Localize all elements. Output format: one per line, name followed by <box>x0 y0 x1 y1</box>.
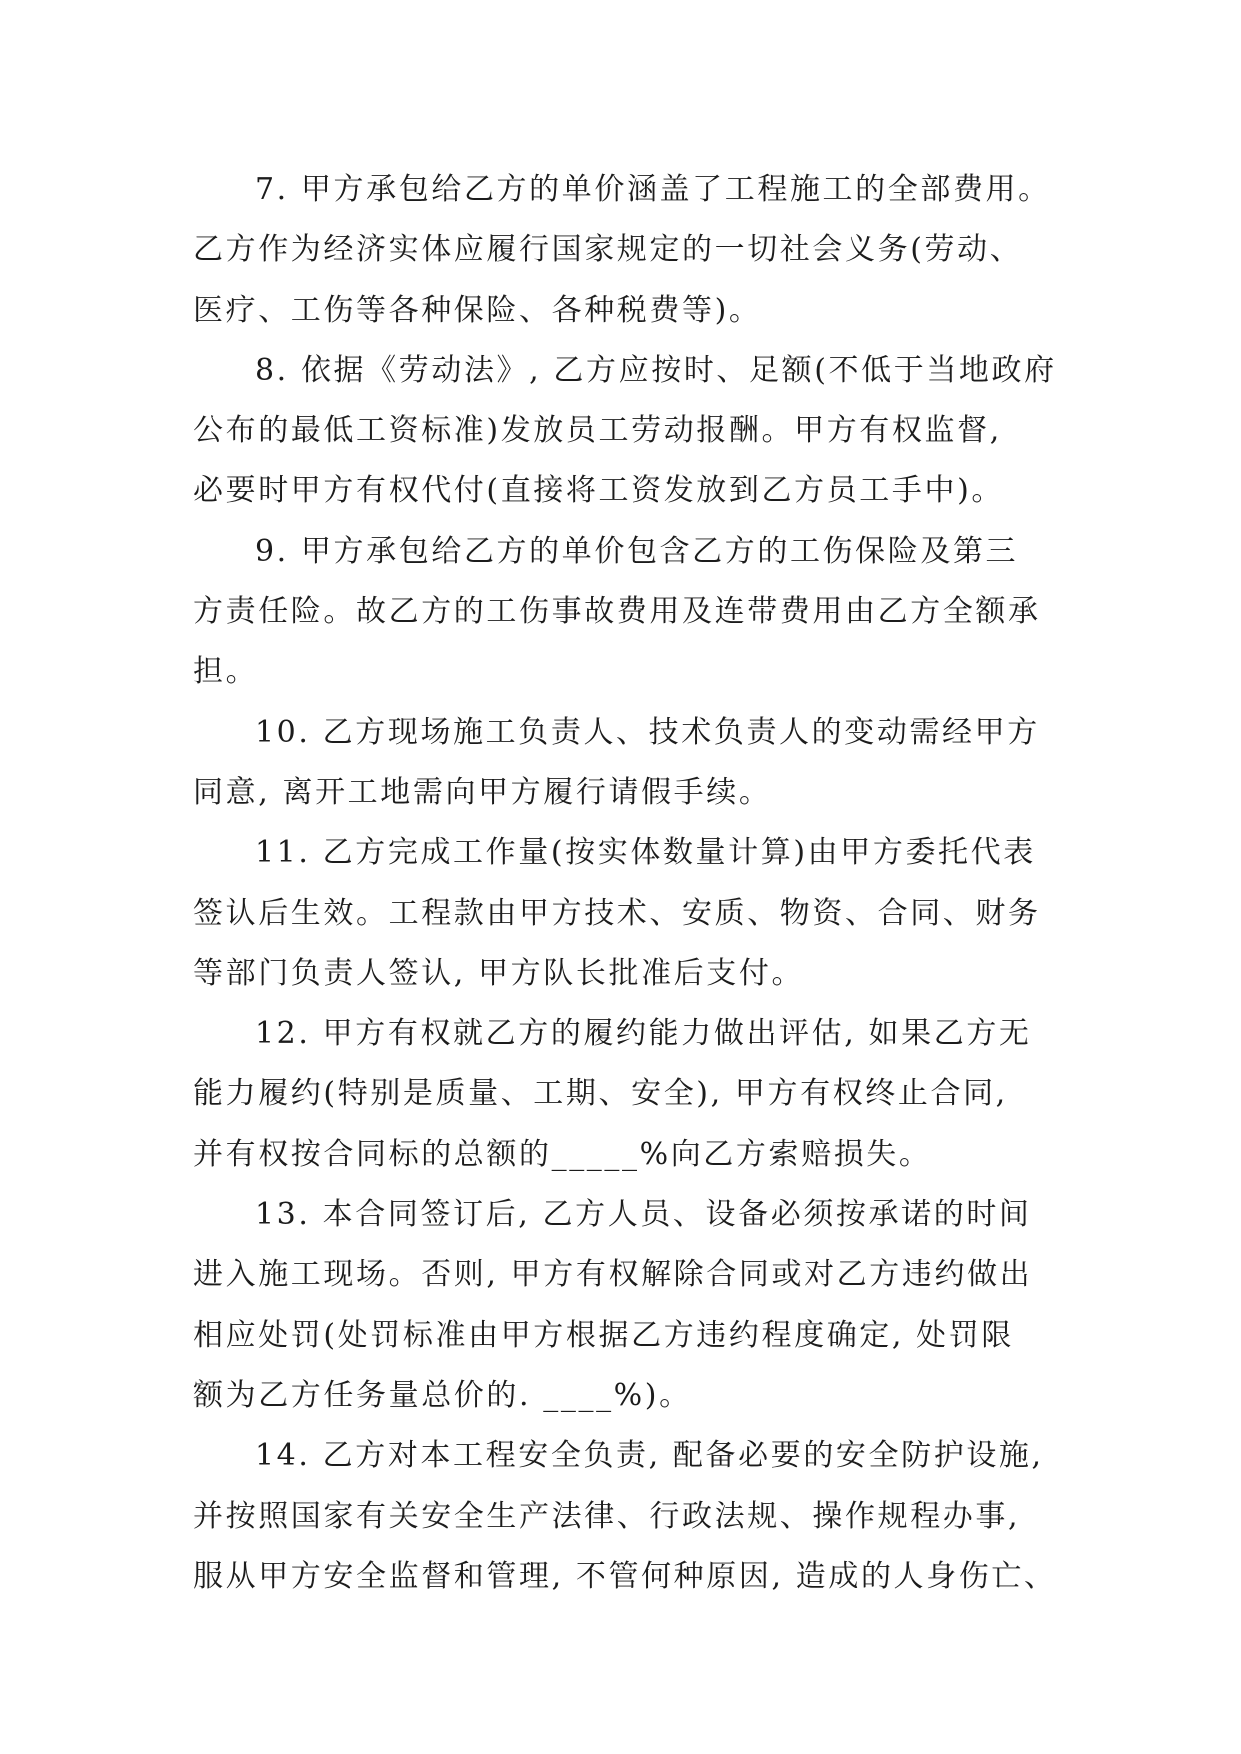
clause-9-line-2: 方责任险。故乙方的工伤事故费用及连带费用由乙方全额承 <box>193 594 1041 630</box>
clause-14-line-2: 并按照国家有关安全生产法律、行政法规、操作规程办事, <box>193 1498 1021 1534</box>
document-body <box>193 160 1083 1607</box>
clause-13-line-3: 相应处罚(处罚标准由甲方根据乙方违约程度确定, 处罚限 <box>193 1317 1014 1353</box>
clause-14-line-3: 服从甲方安全监督和管理, 不管何种原因, 造成的人身伤亡、 <box>193 1558 1057 1594</box>
clause-11-line-3: 等部门负责人签认, 甲方队长批准后支付。 <box>193 955 805 991</box>
clause-12-line-1: 12. 甲方有权就乙方的履约能力做出评估, 如果乙方无 <box>255 1016 1032 1052</box>
clause-12-line-3: 并有权按合同标的总额的_____%向乙方索赔损失。 <box>193 1136 932 1172</box>
clause-10-line-1: 10. 乙方现场施工负责人、技术负责人的变动需经甲方 <box>255 714 1040 750</box>
clause-8-line-2: 公布的最低工资标准)发放员工劳动报酬。甲方有权监督, <box>193 413 1002 449</box>
clause-12-line-2: 能力履约(特别是质量、工期、安全), 甲方有权终止合同, <box>193 1076 1008 1112</box>
clause-7-line-3: 医疗、工伤等各种保险、各种税费等)。 <box>193 292 762 328</box>
clause-9-line-3: 担。 <box>193 654 259 690</box>
clause-7-line-1: 7. 甲方承包给乙方的单价涵盖了工程施工的全部费用。 <box>255 172 1051 207</box>
clause-8-line-1: 8. 依据《劳动法》, 乙方应按时、足额(不低于当地政府 <box>255 352 1057 388</box>
clause-13-line-1: 13. 本合同签订后, 乙方人员、设备必须按承诺的时间 <box>255 1197 1032 1233</box>
clause-9-line-1: 9. 甲方承包给乙方的单价包含乙方的工伤保险及第三 <box>255 533 1019 569</box>
clause-13-line-2: 进入施工现场。否则, 甲方有权解除合同或对乙方违约做出 <box>193 1257 1033 1293</box>
clause-14-line-1: 14. 乙方对本工程安全负责, 配备必要的安全防护设施, <box>255 1438 1044 1474</box>
clause-8-line-3: 必要时甲方有权代付(直接将工资发放到乙方员工手中)。 <box>193 473 1005 509</box>
clause-13-line-4: 额为乙方任务量总价的. ____%)。 <box>193 1377 692 1413</box>
clause-11-line-2: 签认后生效。工程款由甲方技术、安质、物资、合同、财务 <box>193 895 1041 931</box>
clause-7-line-2: 乙方作为经济实体应履行国家规定的一切社会义务(劳动、 <box>193 232 1023 268</box>
clause-10-line-2: 同意, 离开工地需向甲方履行请假手续。 <box>193 774 772 810</box>
clause-11-line-1: 11. 乙方完成工作量(按实体数量计算)由甲方委托代表 <box>255 835 1036 871</box>
